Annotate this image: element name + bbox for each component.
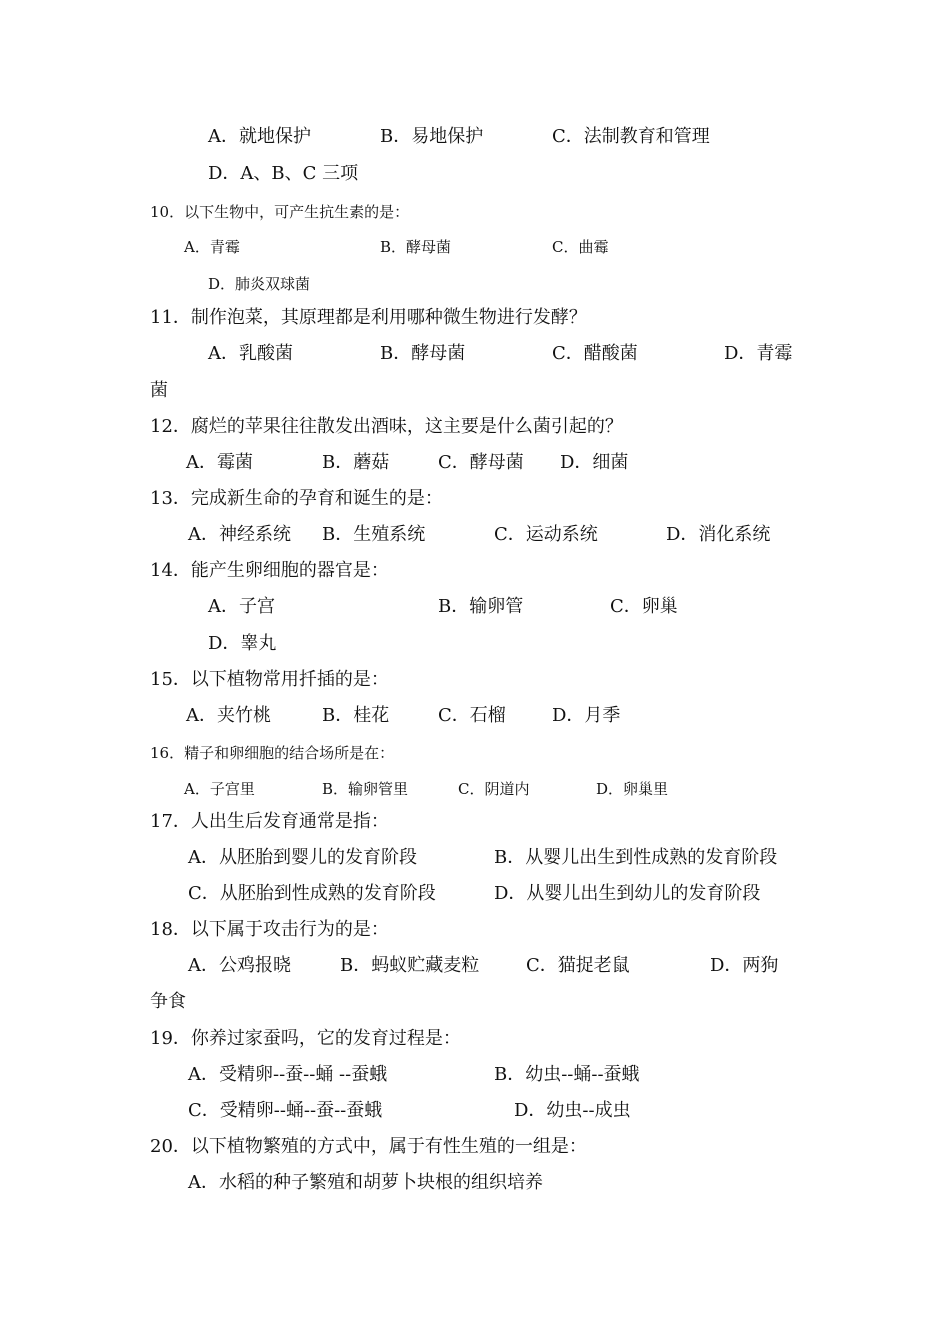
- q18-stem: 18．以下属于攻击行为的是：: [150, 919, 389, 940]
- q10-option-d: D．肺炎双球菌: [208, 275, 311, 293]
- q12-stem: 12．腐烂的苹果往往散发出酒味，这主要是什么菌引起的？: [150, 416, 623, 437]
- q13-stem: 13．完成新生命的孕育和诞生的是：: [150, 488, 443, 509]
- q14-option-b: B．输卵管: [438, 596, 524, 617]
- q20-option-a: A．水稻的种子繁殖和胡萝卜块根的组织培养: [188, 1172, 543, 1193]
- q11-option-b: B．酵母菌: [380, 343, 466, 364]
- q18-option-b: B．蚂蚁贮藏麦粒: [340, 955, 480, 976]
- q19-option-b: B．幼虫--蛹--蚕蛾: [494, 1064, 640, 1085]
- q9-option-d: D．A、B、C 三项: [208, 163, 359, 184]
- q9-option-c: C．法制教育和管理: [552, 126, 710, 147]
- q18-option-d: D．两狗: [710, 955, 779, 976]
- q19-stem: 19．你养过家蚕吗，它的发育过程是：: [150, 1028, 461, 1049]
- q15-option-b: B．桂花: [322, 705, 390, 726]
- q17-option-b: B．从婴儿出生到性成熟的发育阶段: [494, 847, 778, 868]
- q13-option-c: C．运动系统: [494, 524, 598, 545]
- q10-stem: 10．以下生物中，可产生抗生素的是：: [150, 203, 410, 221]
- q14-option-c: C．卵巢: [610, 596, 678, 617]
- q10-option-a: A．青霉: [184, 238, 240, 256]
- q14-stem: 14．能产生卵细胞的器官是：: [150, 560, 389, 581]
- q19-option-c: C．受精卵--蛹--蚕--蚕蛾: [188, 1100, 383, 1121]
- q17-option-d: D．从婴儿出生到幼儿的发育阶段: [494, 883, 761, 904]
- q17-option-c: C．从胚胎到性成熟的发育阶段: [188, 883, 436, 904]
- q15-option-c: C．石榴: [438, 705, 506, 726]
- q10-option-b: B．酵母菌: [380, 238, 452, 256]
- q11-option-d: D．青霉: [724, 343, 793, 364]
- q12-option-b: B．蘑菇: [322, 452, 390, 473]
- q14-option-a: A．子宫: [208, 596, 275, 617]
- q17-stem: 17．人出生后发育通常是指：: [150, 811, 389, 832]
- q16-option-b: B．输卵管里: [322, 780, 409, 798]
- q11-option-d-wrap: 菌: [150, 380, 168, 401]
- q12-option-a: A．霉菌: [186, 452, 253, 473]
- q12-option-d: D．细菌: [560, 452, 629, 473]
- q13-option-d: D．消化系统: [666, 524, 771, 545]
- q16-option-d: D．卵巢里: [596, 780, 669, 798]
- q11-option-a: A．乳酸菌: [208, 343, 293, 364]
- q13-option-a: A．神经系统: [188, 524, 291, 545]
- q17-option-a: A．从胚胎到婴儿的发育阶段: [188, 847, 417, 868]
- q18-option-a: A．公鸡报晓: [188, 955, 291, 976]
- q11-stem: 11．制作泡菜，其原理都是利用哪种微生物进行发酵？: [150, 307, 587, 328]
- q11-option-c: C．醋酸菌: [552, 343, 638, 364]
- q9-option-b: B．易地保护: [380, 126, 484, 147]
- q12-option-c: C．酵母菌: [438, 452, 524, 473]
- q18-option-c: C．猫捉老鼠: [526, 955, 630, 976]
- q16-stem: 16．精子和卵细胞的结合场所是在：: [150, 744, 395, 762]
- q20-stem: 20．以下植物繁殖的方式中，属于有性生殖的一组是：: [150, 1136, 587, 1157]
- q16-option-c: C．阴道内: [458, 780, 530, 798]
- q10-option-c: C．曲霉: [552, 238, 609, 256]
- q13-option-b: B．生殖系统: [322, 524, 426, 545]
- q15-option-a: A．夹竹桃: [186, 705, 271, 726]
- q19-option-a: A．受精卵--蚕--蛹 --蚕蛾: [188, 1064, 388, 1085]
- q15-option-d: D．月季: [552, 705, 621, 726]
- q14-option-d: D．睾丸: [208, 633, 277, 654]
- q9-option-a: A．就地保护: [208, 126, 311, 147]
- q18-option-d-wrap: 争食: [150, 991, 186, 1012]
- q16-option-a: A．子宫里: [184, 780, 255, 798]
- q19-option-d: D．幼虫--成虫: [514, 1100, 631, 1121]
- q15-stem: 15．以下植物常用扦插的是：: [150, 669, 389, 690]
